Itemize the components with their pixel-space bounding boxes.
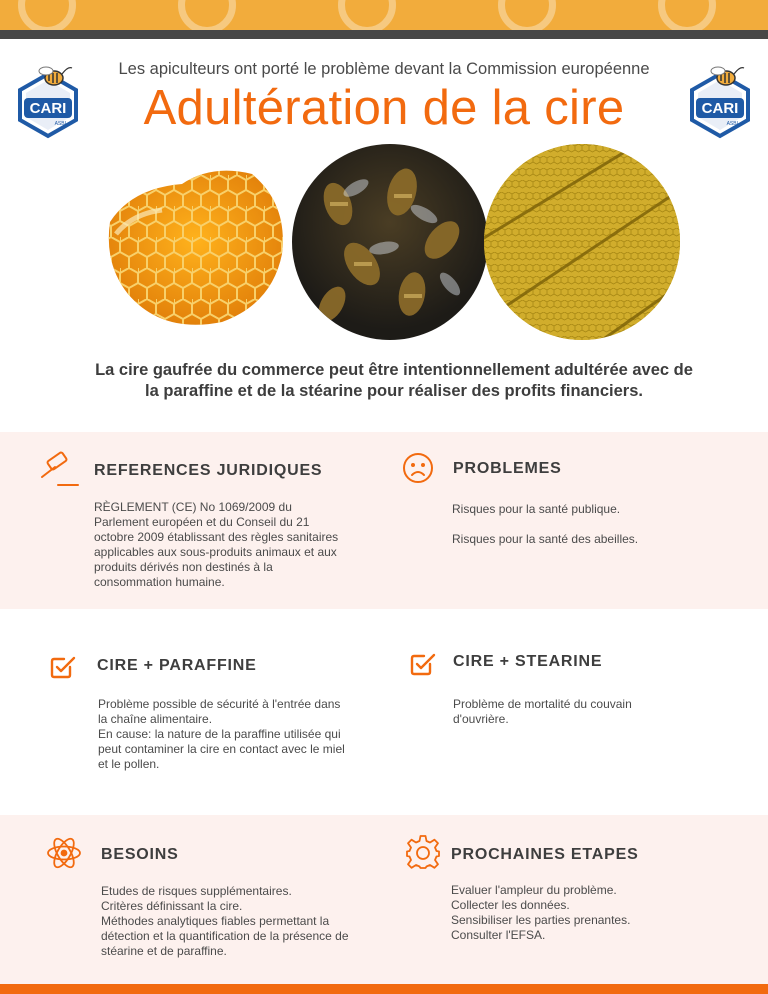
section-title-references: REFERENCES JURIDIQUES <box>94 462 323 479</box>
page-title: Adultération de la cire <box>143 81 625 135</box>
section-title-problemes: PROBLEMES <box>453 460 562 477</box>
svg-text:ASBL: ASBL <box>54 121 68 127</box>
honeycomb-image <box>102 144 298 340</box>
svg-text:CARI: CARI <box>701 100 739 117</box>
sad-face-icon <box>402 452 434 484</box>
section-title-etapes: PROCHAINES ETAPES <box>451 846 639 863</box>
checkbox-icon <box>50 655 78 679</box>
gavel-icon <box>38 450 80 490</box>
header-divider <box>0 30 768 39</box>
section-body-problemes: Risques pour la santé publique. Risques pour la santé des abeilles. <box>452 502 639 546</box>
top-decorative-band <box>0 0 768 30</box>
section-body-references: RÈGLEMENT (CE) No 1069/2009 du Parlement européen et du Conseil du 21 octobre 2009 établissant des règles sanitaires applicables aux sous-produits animaux et aux produits dérivés non destinés à la consommation humaine. <box>94 500 339 589</box>
section-body-paraffine: Problème possible de sécurité à l'entrée dans la chaîne alimentaire. En cause: la nature de la paraffine utilisée qui peut contaminer la cire en contact avec le miel et le pollen. <box>98 697 345 771</box>
checkbox-icon <box>410 652 438 676</box>
bottom-band <box>0 984 768 994</box>
atom-icon <box>46 834 82 872</box>
section-title-besoins: BESOINS <box>101 846 179 863</box>
section-body-besoins: Etudes de risques supplémentaires. Critères définissant la cire. Méthodes analytiques fiables permettant la détection et la quantification de la présence de stéarine et de paraffine. <box>101 884 349 958</box>
page-subtitle: Les apiculteurs ont porté le problème devant la Commission européenne <box>118 60 650 78</box>
section-body-etapes: Evaluer l'ampleur du problème. Collecter les données. Sensibiliser les parties prenantes. Consulter l'EFSA. <box>451 883 631 942</box>
section-body-stearine: Problème de mortalité du couvain d'ouvrière. <box>453 697 632 726</box>
comb-foundation-image <box>484 144 680 340</box>
section-title-paraffine: CIRE + PARAFFINE <box>97 657 257 674</box>
section-title-stearine: CIRE + STEARINE <box>453 653 603 670</box>
bees-image <box>292 144 488 340</box>
svg-text:ASBL: ASBL <box>726 121 740 127</box>
intro-statement: La cire gaufrée du commerce peut être intentionnellement adultérée avec de la paraffine et de la stéarine pour réaliser des profits financiers. <box>95 361 693 400</box>
svg-text:CARI: CARI <box>29 100 67 117</box>
gear-icon <box>405 834 441 870</box>
